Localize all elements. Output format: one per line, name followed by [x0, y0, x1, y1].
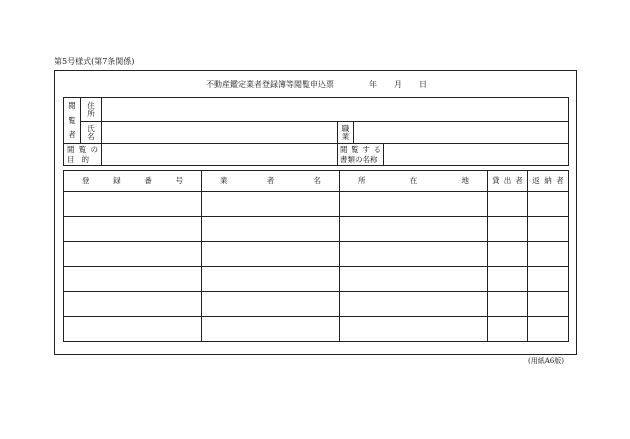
returner-cell[interactable]: [528, 292, 569, 317]
reg-no-cell[interactable]: [64, 267, 202, 292]
purpose-field[interactable]: [102, 144, 338, 166]
form-title: 不動産鑑定業者登録簿等閲覧申込票: [206, 80, 334, 89]
purpose-label: 閲 覧 の 目 的: [64, 144, 102, 166]
company-cell[interactable]: [202, 192, 340, 217]
lender-cell[interactable]: [488, 242, 528, 267]
date-year: 年: [369, 80, 377, 89]
company-cell[interactable]: [202, 242, 340, 267]
reg-no-cell[interactable]: [64, 317, 202, 342]
name-field[interactable]: [102, 122, 338, 144]
company-cell[interactable]: [202, 267, 340, 292]
lender-cell[interactable]: [488, 317, 528, 342]
col-lender: 貸 出 者: [488, 171, 528, 192]
reg-no-cell[interactable]: [64, 192, 202, 217]
table-row: [64, 217, 569, 242]
date-day: 日: [419, 80, 427, 89]
lender-cell[interactable]: [488, 292, 528, 317]
col-location: 所 在 地: [340, 171, 488, 192]
header-row: [64, 171, 569, 192]
reg-no-cell[interactable]: [64, 242, 202, 267]
applicant-group-label: 閲 覧 者: [64, 98, 81, 144]
returner-cell[interactable]: [528, 317, 569, 342]
location-cell[interactable]: [340, 192, 488, 217]
address-label: 住 所: [81, 98, 102, 122]
date-month: 月: [394, 80, 402, 89]
returner-cell[interactable]: [528, 267, 569, 292]
documents-label: 閲 覧 す る 書類の名称: [338, 144, 384, 166]
table-row: [64, 317, 569, 342]
address-field[interactable]: [102, 98, 569, 122]
col-reg-no: 登 録 番 号: [64, 171, 202, 192]
lender-cell[interactable]: [488, 267, 528, 292]
returner-cell[interactable]: [528, 242, 569, 267]
location-cell[interactable]: [340, 217, 488, 242]
table-row: [64, 242, 569, 267]
company-cell[interactable]: [202, 317, 340, 342]
applicant-table: [63, 97, 569, 166]
location-cell[interactable]: [340, 267, 488, 292]
company-cell[interactable]: [202, 292, 340, 317]
occupation-label: 職 業: [338, 122, 354, 144]
registration-table: [63, 170, 569, 342]
reg-no-cell[interactable]: [64, 217, 202, 242]
occupation-field[interactable]: [354, 122, 569, 144]
returner-cell[interactable]: [528, 217, 569, 242]
company-cell[interactable]: [202, 217, 340, 242]
lender-cell[interactable]: [488, 192, 528, 217]
returner-cell[interactable]: [528, 192, 569, 217]
col-company: 業 者 名: [202, 171, 340, 192]
reg-no-cell[interactable]: [64, 292, 202, 317]
col-returner: 返 納 者: [528, 171, 569, 192]
table-row: [64, 192, 569, 217]
location-cell[interactable]: [340, 317, 488, 342]
name-label: 氏 名: [81, 122, 102, 144]
location-cell[interactable]: [340, 242, 488, 267]
location-cell[interactable]: [340, 292, 488, 317]
table-row: [64, 292, 569, 317]
form-number: 第5号様式(第7条関係): [54, 57, 135, 66]
table-row: [64, 267, 569, 292]
paper-size-note: (用紙A6版): [528, 357, 564, 365]
lender-cell[interactable]: [488, 217, 528, 242]
documents-field[interactable]: [384, 144, 569, 166]
